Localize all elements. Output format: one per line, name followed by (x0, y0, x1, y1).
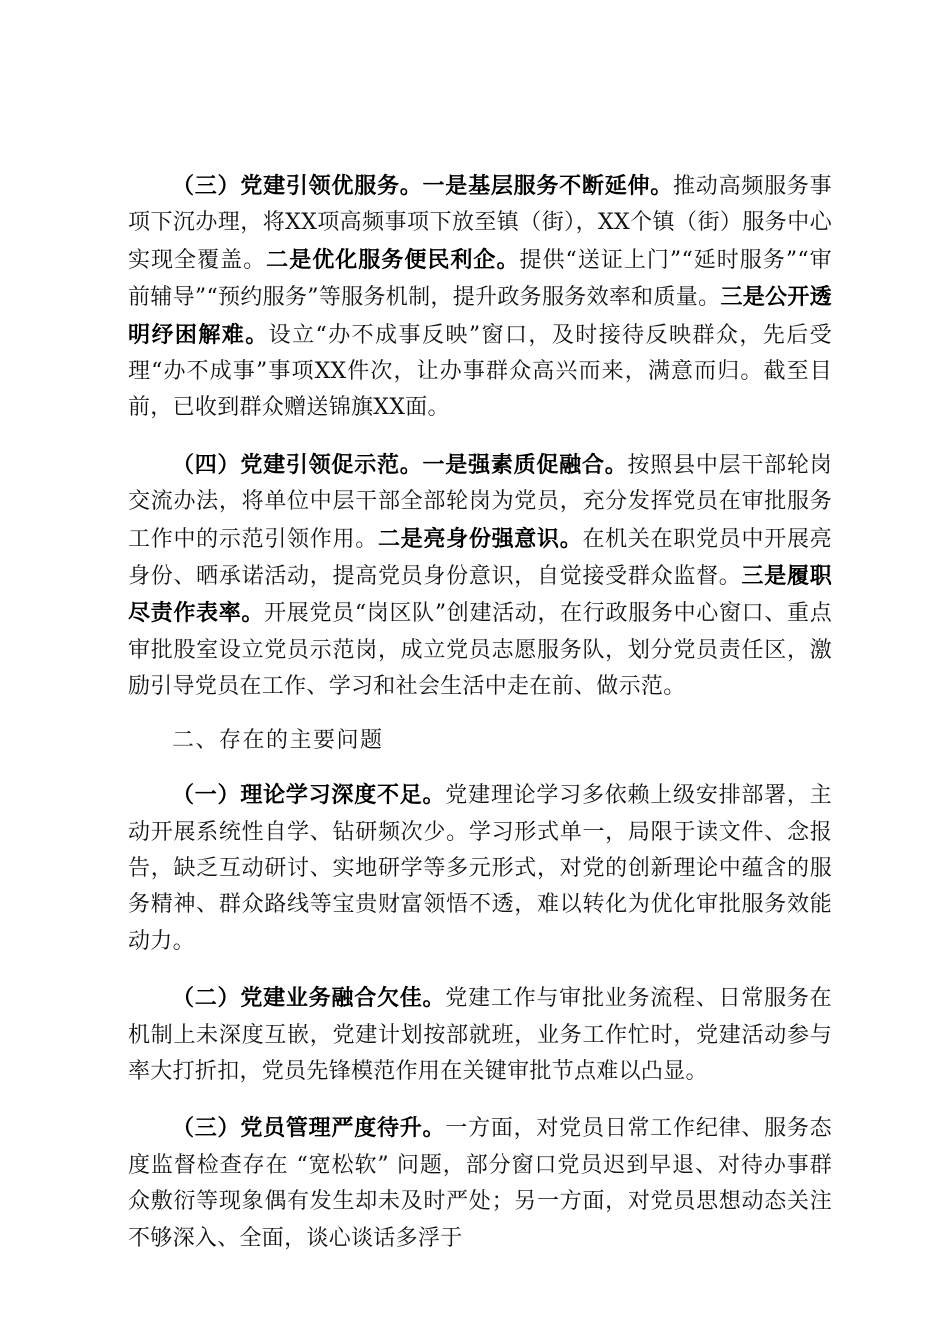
problem-paragraph-1 (128, 777, 832, 960)
item-text: 推动高频服务事项下沉办理，将XX项高频事项下放至镇（街），XX个镇（街）服务中心实现全覆盖。 (128, 174, 832, 273)
section-paragraph-4 (128, 447, 832, 706)
problem-paragraph-2 (128, 980, 832, 1090)
problem-title: （一）理论学习深度不足。 (172, 782, 446, 809)
problem-text: 一方面，对党员日常工作纪律、服务态度监督检查存在 “宽松软” 问题，部分窗口党员迟到早退、对待办事群众敷衍等现象偶有发生却未及时严处；另一方面，对党员思想动态关注不够深入、全面，谈心谈话多浮于 (128, 1116, 832, 1251)
item-text: 在机关在职党员中开展亮身份、晒承诺活动，提高党员身份意识，自觉接受群众监督。 (128, 526, 832, 590)
problem-paragraph-3 (128, 1110, 832, 1257)
item-lead: 一是基层服务不断延伸。 (422, 173, 674, 199)
section-title: （四）党建引领促示范。 (172, 451, 423, 478)
problem-text: 党建理论学习多依赖上级安排部署，主动开展系统性自学、钻研频次少。学习形式单一，局限于读文件、念报告，缺乏互动研讨、实地研学等多元形式，对党的创新理论中蕴含的服务精神、群众路线等宝贵财富领悟不透，难以转化为优化审批服务效能动力。 (128, 783, 832, 954)
item-lead: 三是公开透明纾困解难。 (128, 284, 832, 348)
item-lead: 一是强素质促融合。 (422, 451, 628, 478)
item-text: 开展党员“岗区队”创建活动，在行政服务中心窗口、重点审批股室设立党员示范岗，成立党员志愿服务队，划分党员责任区，激励引导党员在工作、学习和社会生活中走在前、做示范。 (128, 601, 832, 700)
item-lead: 三是履职尽责作表率。 (128, 563, 833, 627)
document-page (128, 168, 832, 1257)
item-text: 提供“送证上门”“延时服务”“审前辅导”“预约服务”等服务机制，提升政务服务效率和质量。 (128, 247, 832, 311)
problem-title: （二）党建业务融合欠佳。 (172, 985, 446, 1012)
item-text: 按照县中层干部轮岗交流办法，将单位中层干部全部轮岗为党员，充分发挥党员在审批服务工作中的示范引领作用。 (128, 452, 833, 552)
section-paragraph-3 (128, 168, 832, 427)
section-title: （三）党建引领优服务。 (172, 173, 423, 199)
item-lead: 二是亮身份强意识。 (377, 525, 583, 552)
problem-title: （三）党员管理严度待升。 (172, 1115, 446, 1142)
problem-text: 党建工作与审批业务流程、日常服务在机制上未深度互嵌，党建计划按部就班，业务工作忙时，党建活动参与率大打折扣，党员先锋模范作用在关键审批节点难以凸显。 (128, 986, 832, 1084)
section-heading: 二、存在的主要问题 (172, 727, 384, 753)
item-lead: 二是优化服务便民利企。 (266, 246, 520, 273)
item-text: 设立“办不成事反映”窗口，及时接待反映群众，先后受理“办不成事”事项XX件次，让办事群众高兴而来，满意而归。截至目前，已收到群众赠送锦旗XX面。 (128, 322, 832, 421)
